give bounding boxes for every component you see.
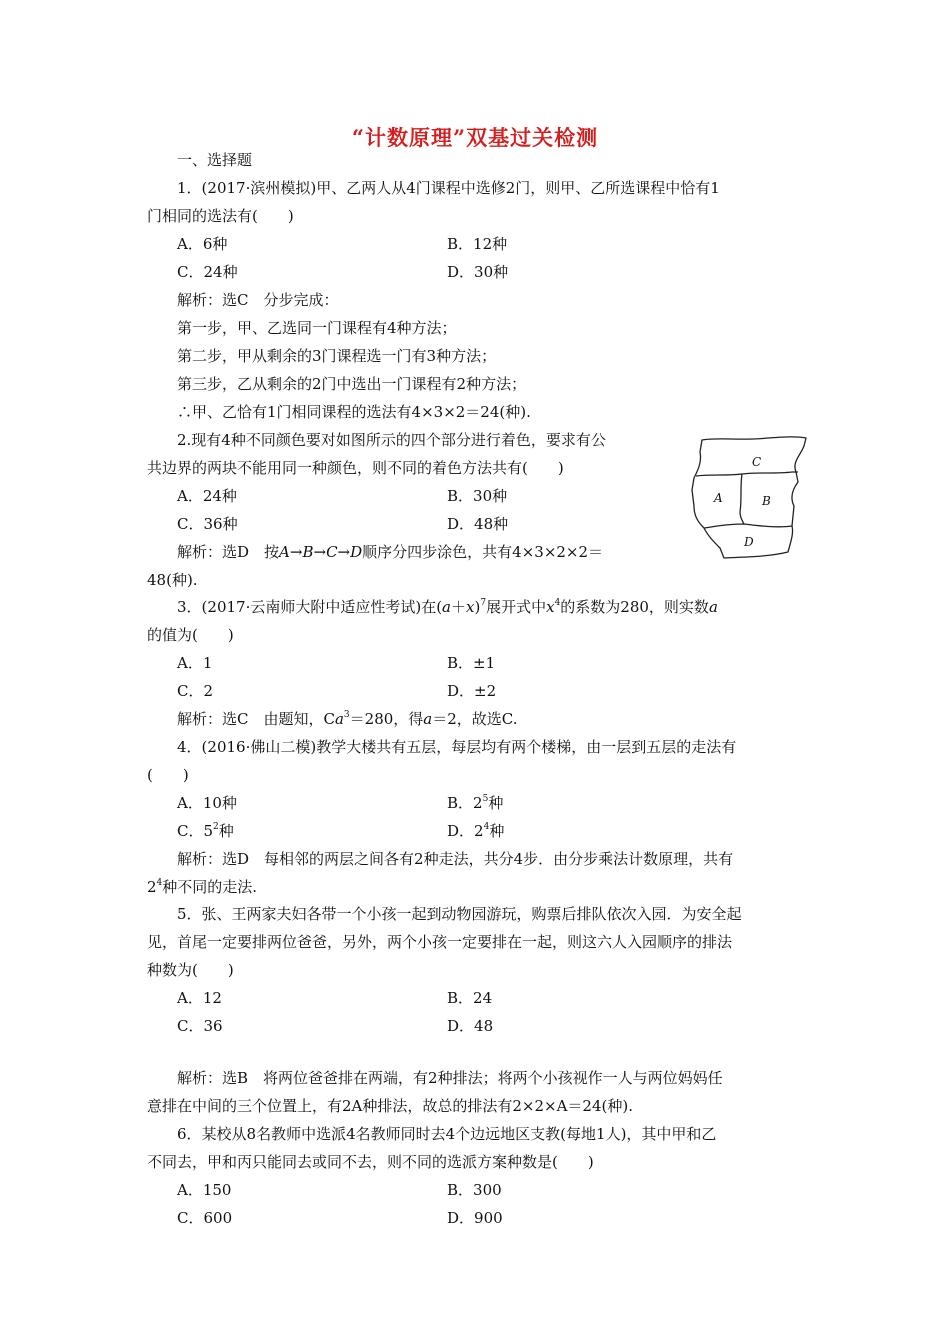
q3-stem-line2: 的值为( ) [147, 626, 234, 644]
q6-option-d: D．900 [447, 1209, 503, 1227]
q2-option-b: B．30种 [447, 487, 508, 505]
q4-solution-line1: 解析：选D 每相邻的两层之间各有2种走法，共分4步．由分步乘法计数原理，共有 [177, 850, 734, 868]
map-label-a: A [714, 491, 723, 505]
q3-var-a: a [708, 598, 718, 616]
q4-option-d-tail: 种 [489, 822, 505, 840]
q3-var-x: x [466, 598, 475, 616]
q1-solution-line1: 解析：选C 分步完成： [177, 291, 339, 309]
coloring-map-figure [688, 432, 810, 560]
q5-solution-line2: 意排在中间的三个位置上，有2A种排法，故总的排法有2×2×A＝24(种). [147, 1097, 633, 1115]
q6-stem-line2: 不同去，甲和丙只能同去或同不去，则不同的选派方案种数是( ) [147, 1153, 594, 1171]
q3-option-b: B．±1 [447, 654, 496, 672]
q6-option-a: A．150 [177, 1181, 232, 1199]
q2-solution-line1 [177, 542, 603, 562]
q2-option-d: D．48种 [447, 515, 509, 533]
map-label-b: B [762, 494, 771, 508]
q5-stem-line2: 见，首尾一定要排两位爸爸，另外，两个小孩一定要排在一起，则这六人入园顺序的排法 [147, 933, 733, 951]
q5-solution-line1: 解析：选B 将两位爸爸排在两端，有2种排法；将两个小孩视作一人与两位妈妈任 [177, 1069, 723, 1087]
q4-stem-line2: ( ) [147, 766, 189, 784]
section-heading: 一、选择题 [177, 151, 253, 169]
q3-sol-exponent-3: 3 [343, 710, 350, 720]
q1-solution-line5: ∴甲、乙恰有1门相同课程的选法有4×3×2＝24(种). [177, 403, 531, 421]
q4-option-c-exp: 2 [213, 822, 219, 832]
map-label-d: D [744, 535, 754, 549]
q1-option-c: C．24种 [177, 263, 238, 281]
q4-solution-line2 [147, 877, 257, 897]
q4-option-d-base: D．2 [447, 822, 484, 840]
q3-stem-part: 展开式中 [486, 598, 547, 616]
q4-option-b-exp: 5 [482, 794, 489, 804]
q4-option-a: A．10种 [177, 794, 237, 812]
q1-solution-line2: 第一步，甲、乙选同一门课程有4种方法； [177, 319, 457, 337]
q4-option-c-tail: 种 [218, 822, 234, 840]
page-title: “计数原理”双基过关检测 [351, 125, 599, 150]
q4-solution-tail: 种不同的走法. [162, 878, 258, 896]
q3-stem-line1 [177, 597, 718, 617]
q6-option-b: B．300 [447, 1181, 502, 1199]
q6-stem-line1: 6．某校从8名教师中选派4名教师同时去4个边远地区支教(每地1人)，其中甲和乙 [177, 1125, 717, 1143]
q3-solution-part: 解析：选C 由题知，C [177, 710, 335, 728]
q1-option-b: B．12种 [447, 235, 508, 253]
q1-solution-line4: 第三步，乙从剩余的2门中选出一门课程有2种方法； [177, 375, 527, 393]
q4-option-b-tail: 种 [488, 794, 504, 812]
q6-option-c: C．600 [177, 1209, 233, 1227]
q3-option-c: C．2 [177, 682, 214, 700]
q3-solution-part: ＝280，得 [349, 710, 424, 728]
q4-option-b-base: B．2 [447, 794, 483, 812]
q3-sol-var-a: a [334, 710, 344, 728]
q1-option-d: D．30种 [447, 263, 509, 281]
q3-sol-var-a: a [423, 710, 433, 728]
q3-option-a: A．1 [177, 654, 213, 672]
q1-option-a: A．6种 [177, 235, 228, 253]
arrow-icon: → [337, 543, 351, 561]
q3-exponent-4: 4 [554, 598, 561, 608]
q3-paren-close: ) [474, 598, 481, 616]
q5-option-d: D．48 [447, 1017, 494, 1035]
q4-option-b [447, 793, 503, 813]
arrow-icon: → [313, 543, 327, 561]
q3-option-d: D．±2 [447, 682, 497, 700]
q3-var-x: x [546, 598, 555, 616]
q3-solution-part: ＝2，故选C. [432, 710, 518, 728]
q5-stem-line3: 种数为( ) [147, 961, 234, 979]
q2-stem-line2: 共边界的两块不能用同一种颜色，则不同的着色方法共有( ) [147, 459, 564, 477]
q2-chain-c: C [326, 543, 338, 561]
map-border-ab [740, 474, 744, 524]
q4-stem-line1: 4．(2016·佛山二模)教学大楼共有五层，每层均有两个楼梯，由一层到五层的走法有 [177, 738, 737, 756]
q2-stem-line1: 2.现有4种不同颜色要对如图所示的四个部分进行着色，要求有公 [177, 431, 606, 449]
map-border-top [696, 472, 798, 476]
q2-solution-prefix: 解析：选D 按 [177, 543, 280, 561]
q2-solution-line2: 48(种). [147, 571, 198, 589]
q4-solution-exp: 4 [156, 878, 163, 888]
q5-option-a: A．12 [177, 989, 222, 1007]
q2-chain-a: A [279, 543, 290, 561]
q3-var-a: a [442, 598, 451, 616]
arrow-icon: → [289, 543, 303, 561]
q3-plus: ＋ [451, 598, 467, 616]
q5-option-b: B．24 [447, 989, 493, 1007]
q4-option-c [177, 821, 234, 841]
q1-stem-line2: 门相同的选法有( ) [147, 207, 294, 225]
q3-stem-part: 3．(2017·云南师大附中适应性考试)在( [177, 598, 443, 616]
q4-option-d-exp: 4 [483, 822, 490, 832]
q4-solution-base: 2 [147, 878, 157, 896]
q2-chain-d: D [350, 543, 363, 561]
map-label-c: C [752, 455, 762, 469]
q5-stem-line1: 5．张、王两家夫妇各带一个小孩一起到动物园游玩，购票后排队依次入园．为安全起 [177, 905, 742, 923]
q5-option-c: C．36 [177, 1017, 223, 1035]
q3-solution-line1 [177, 709, 518, 729]
q4-option-d [447, 821, 504, 841]
map-border-bottom [704, 524, 792, 528]
q2-solution-suffix: 顺序分四步涂色，共有4×3×2×2＝ [362, 543, 604, 561]
q2-chain-b: B [302, 543, 314, 561]
q1-solution-line3: 第二步，甲从剩余的3门课程选一门有3种方法； [177, 347, 497, 365]
q3-exponent-7: 7 [480, 598, 487, 608]
q2-option-c: C．36种 [177, 515, 238, 533]
q4-option-c-base: C．5 [177, 822, 214, 840]
q3-stem-part: 的系数为280，则实数 [560, 598, 709, 616]
q2-option-a: A．24种 [177, 487, 237, 505]
q1-stem-line1: 1．(2017·滨州模拟)甲、乙两人从4门课程中选修2门，则甲、乙所选课程中恰有1 [177, 179, 720, 197]
